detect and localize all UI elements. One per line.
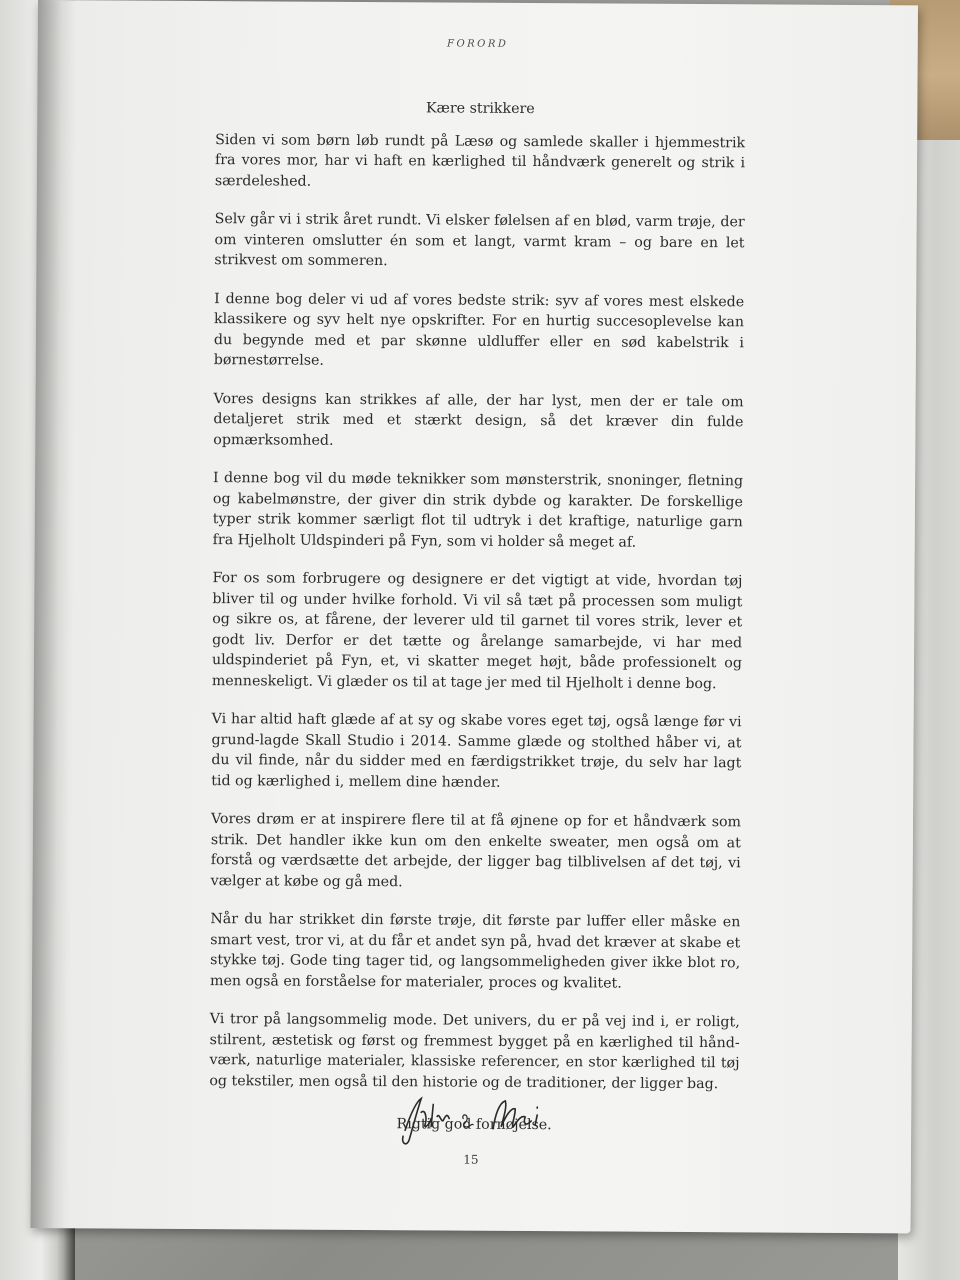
paragraph: Vores designs kan strikkes af alle, der har lyst, men der er tale om detaljeret strik med et stærkt design, så det kræver din fulde opmærksomhed. [213,390,744,449]
closing-line: Rigtig god fornøjelse. [396,1116,552,1134]
paragraph: For os som forbrugere og designere er det vigtigt at vide, hvordan tøj bliver til og under hvilke forhold. Vi vil så tæt på processen som muligt og sikre os, at fårene, der leverer uld til garnet til vores strik, lever et godt liv. Derfor er det tætte og årelange samarbejde, vi har med uldspinderiet på Fyn, et, vi skatter meget højt, både professionelt og menneskeligt. Vi glæder os til at tage jer med til Hjelholt i denne bog. [211,570,743,692]
page-number: 15 [463,1152,479,1167]
paragraph: Selv går vi i strik året rundt. Vi elsker følelsen af en blød, varm trøje, der om vinteren omslutter én som et langt, varmt kram – og bare en let strikvest om sommeren. [214,211,745,270]
paragraph: Vi har altid haft glæde af at sy og skabe vores eget tøj, også længe før vi grund-lagde Skall Studio i 2014. Samme glæde og stolthed håber vi, at du vil finde, når du sidder med en færdigstrikket trøje, du selv har lagt tid og kærlighed i, mellem dine hænder. [211,711,742,791]
paragraph: Når du har strikket din første trøje, dit første par luffer eller måske en smart vest, tror vi, at du får et andet syn på, hvad det kræver at skabe et stykke tøj. Gode ting tager tid, og langsommeligheden giver ikke blot ro, men også en forståelse for materialer, proces og kvalitet. [209,911,741,992]
gutter-shadow [30,0,78,1228]
paragraph: I denne bog deler vi ud af vores bedste strik: syv af vores mest elskede klassikere og syv helt nye opskrifter. For en hurtig succesoplevelse kan du begynde med et par skønne uldluffer eller en sød kabelstrik i børnestørrelse. [213,290,745,369]
paragraph: I denne bog vil du møde teknikker som mønsterstrik, snoninger, fletning og kabelmønstre, der giver din strik dybde og karakter. De forskellige typer strik kommer særligt flot til udtryk i det kraftige, naturlige garn fra Hjelholt Uldspinderi på Fyn, som vi holder så meget af. [212,470,744,551]
paragraph: Vores drøm er at inspirere flere til at få øjnene op for et håndværk som strik. Det handler ikke kun om den enkelte sweater, men også om at forstå og værdsætte det arbejde, der ligger bag tilblivelsen af det tøj, vi vælger at købe og gå med. [210,811,742,890]
paragraph: Siden vi som børn løb rundt på Læsø og samlede skaller i hjemmestrik fra vores mor, har vi haft en kærlighed til håndværk generelt og strik i særdeleshed. [214,131,746,190]
foreword-text [209,97,745,1137]
salutation: Kære strikkere [425,100,535,118]
paragraph: Vi tror på langsommelig mode. Det univers, du er på vej ind i, er roligt, stilrent, æstetisk og først og fremmest bygget på en kærlighed til hånd-værk, naturlige materialer, klassiske referencer, en stor kærlighed til tøj og tekstiler, men også til den historie og de traditioner, der ligger bag. [209,1011,740,1092]
running-head: FORORD [446,38,509,50]
book-page [30,0,917,1233]
handwritten-signature [391,1088,571,1149]
